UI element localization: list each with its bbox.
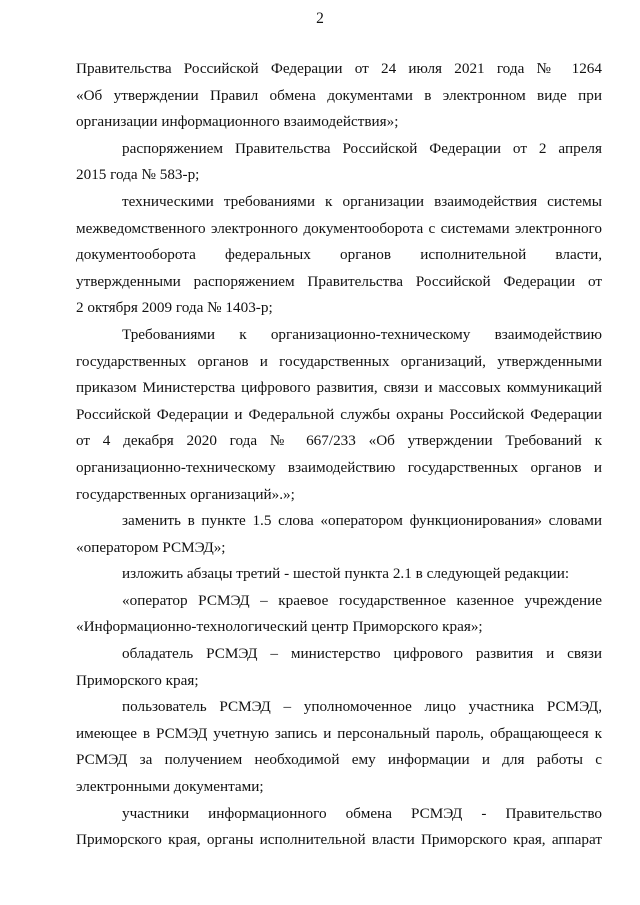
text-line: организации информационного взаимодействия»;	[76, 113, 399, 131]
text-line: Приморского края;	[76, 671, 199, 689]
text-line: участники информационного обмена РСМЭД - Правительство	[122, 804, 602, 822]
text-line: техническими требованиями к организации взаимодействия системы	[122, 192, 602, 210]
text-line: электронными документами;	[76, 778, 264, 796]
text-line: обладатель РСМЭД – министерство цифрового развития и связи	[122, 645, 602, 663]
text-line: распоряжением Правительства Российской Федерации от 2 апреля	[122, 139, 602, 157]
text-line: Российской Федерации и Федеральной службы охраны Российской Федерации	[76, 405, 602, 423]
text-line: 2 октября 2009 года № 1403-р;	[76, 299, 273, 317]
text-line: заменить в пункте 1.5 слова «оператором функционирования» словами	[122, 512, 602, 530]
text-line: 2015 года № 583-р;	[76, 166, 200, 184]
text-line: Требованиями к организационно-техническому взаимодействию	[122, 325, 602, 343]
text-line: организационно-техническому взаимодействию государственных органов и	[76, 458, 602, 476]
text-line: Приморского края, органы исполнительной власти Приморского края, аппарат	[76, 831, 602, 849]
text-line: «оператор РСМЭД – краевое государственное казенное учреждение	[122, 591, 602, 609]
document-body	[76, 56, 602, 854]
text-line: межведомственного электронного документооборота с системами электронного	[76, 219, 602, 237]
text-line: «оператором РСМЭД»;	[76, 538, 226, 556]
text-line: приказом Министерства цифрового развития, связи и массовых коммуникаций	[76, 379, 602, 397]
text-line: «Информационно-технологический центр Приморского края»;	[76, 618, 483, 636]
text-line: государственных организаций».»;	[76, 485, 295, 503]
text-line: имеющее в РСМЭД учетную запись и персональный пароль, обращающееся к	[76, 724, 602, 742]
page-number: 2	[316, 10, 324, 27]
text-line: от 4 декабря 2020 года № 667/233 «Об утверждении Требований к	[76, 432, 602, 450]
text-line: Правительства Российской Федерации от 24 июля 2021 года № 1264	[76, 60, 602, 77]
text-line: утвержденными распоряжением Правительства Российской Федерации от	[76, 272, 602, 290]
text-line: «Об утверждении Правил обмена документами в электронном виде при	[76, 86, 602, 104]
text-line: изложить абзацы третий - шестой пункта 2.1 в следующей редакции:	[122, 565, 570, 583]
text-line: государственных органов и государственных организаций, утвержденными	[76, 352, 602, 370]
text-line: документооборота федеральных органов исполнительной власти,	[76, 246, 602, 264]
text-line: пользователь РСМЭД – уполномоченное лицо участника РСМЭД,	[122, 698, 602, 716]
text-line: РСМЭД за получением необходимой ему информации и для работы с	[76, 751, 602, 769]
